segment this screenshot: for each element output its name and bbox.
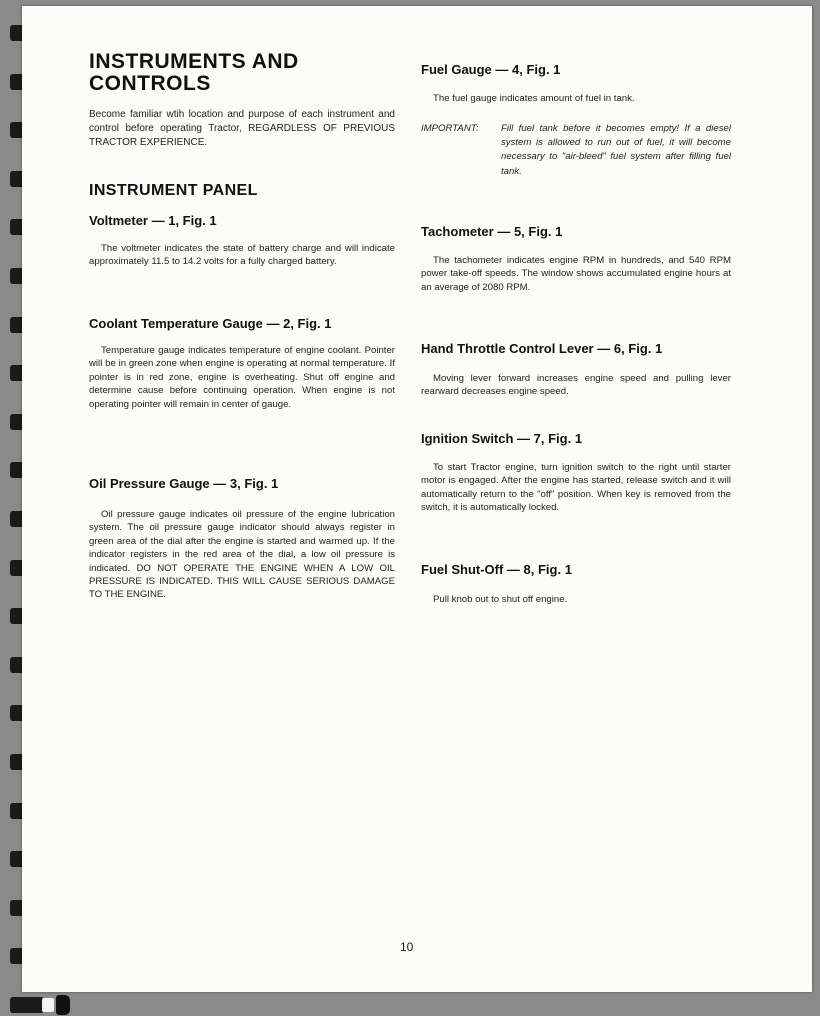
fuel-shutoff-heading: Fuel Shut-Off — 8, Fig. 1 [421,562,572,577]
title-line-1: INSTRUMENTS AND [89,50,299,73]
oil-pressure-text: Oil pressure gauge indicates oil pressure of the engine lubrication system. The oil pressure gauge indicator should always register in green area of the dial after the engine is started and warmed up. If the indicator registers in the red area of the dial, a low oil pressure is indicated. DO NOT OPERATE THE ENGINE WHEN A LOW OIL PRESSURE IS INDICATED. THIS WILL CAUSE SERIOUS DAMAGE TO THE ENGINE. [89,509,395,601]
important-text: Fill fuel tank before it becomes empty! If a diesel system is allowed to run out of fuel, it will become necessary to "air-bleed" fuel system after filling fuel tank. [501,123,731,177]
instrument-panel-heading: INSTRUMENT PANEL [89,182,258,199]
fuel-gauge-text: The fuel gauge indicates amount of fuel in tank. [433,93,635,104]
important-note [421,122,731,179]
coolant-gauge-heading: Coolant Temperature Gauge — 2, Fig. 1 [89,316,332,331]
title-line-2: CONTROLS [89,72,211,95]
voltmeter-text: The voltmeter indicates the state of battery charge and will indicate approximately 11.5 to 14.2 volts for a fully charged battery. [89,243,395,268]
fuel-shutoff-text: Pull knob out to shut off engine. [433,594,568,605]
oil-pressure-heading: Oil Pressure Gauge — 3, Fig. 1 [89,476,279,491]
ignition-switch-heading: Ignition Switch — 7, Fig. 1 [421,431,583,446]
coolant-gauge-text: Temperature gauge indicates temperature of engine coolant. Pointer will be in green zone when engine is operating at normal temperature. If pointer is in red zone, engine is overheating. Shut off engine and determine cause before continuing operation. When engine is not operating pointer will remain in center of gauge. [89,345,395,410]
page-title [89,51,299,95]
hand-throttle-heading: Hand Throttle Control Lever — 6, Fig. 1 [421,341,663,356]
manual-page [22,6,812,992]
intro-paragraph: Become familiar wtih location and purpose of each instrument and control before operating Tractor, REGARDLESS OF PREVIOUS TRACTOR EXPERIENCE. [89,109,395,148]
tachometer-heading: Tachometer — 5, Fig. 1 [421,224,563,239]
important-label: IMPORTANT: [421,123,479,134]
ignition-switch-text: To start Tractor engine, turn ignition switch to the right until starter motor is engaged. After the engine has started, release switch and it will automatically return to the "off" position. When key is removed from the switch, it is automatically locked. [421,462,731,514]
hand-throttle-text: Moving lever forward increases engine speed and pulling lever rearward decreases engine speed. [421,373,731,398]
page-number: 10 [400,940,414,954]
tachometer-text: The tachometer indicates engine RPM in hundreds, and 540 RPM power take-off speeds. The window shows accumulated engine hours at an average of 2080 RPM. [421,255,731,293]
fuel-gauge-heading: Fuel Gauge — 4, Fig. 1 [421,62,561,77]
binding-ring [10,994,72,1016]
voltmeter-heading: Voltmeter — 1, Fig. 1 [89,213,217,228]
